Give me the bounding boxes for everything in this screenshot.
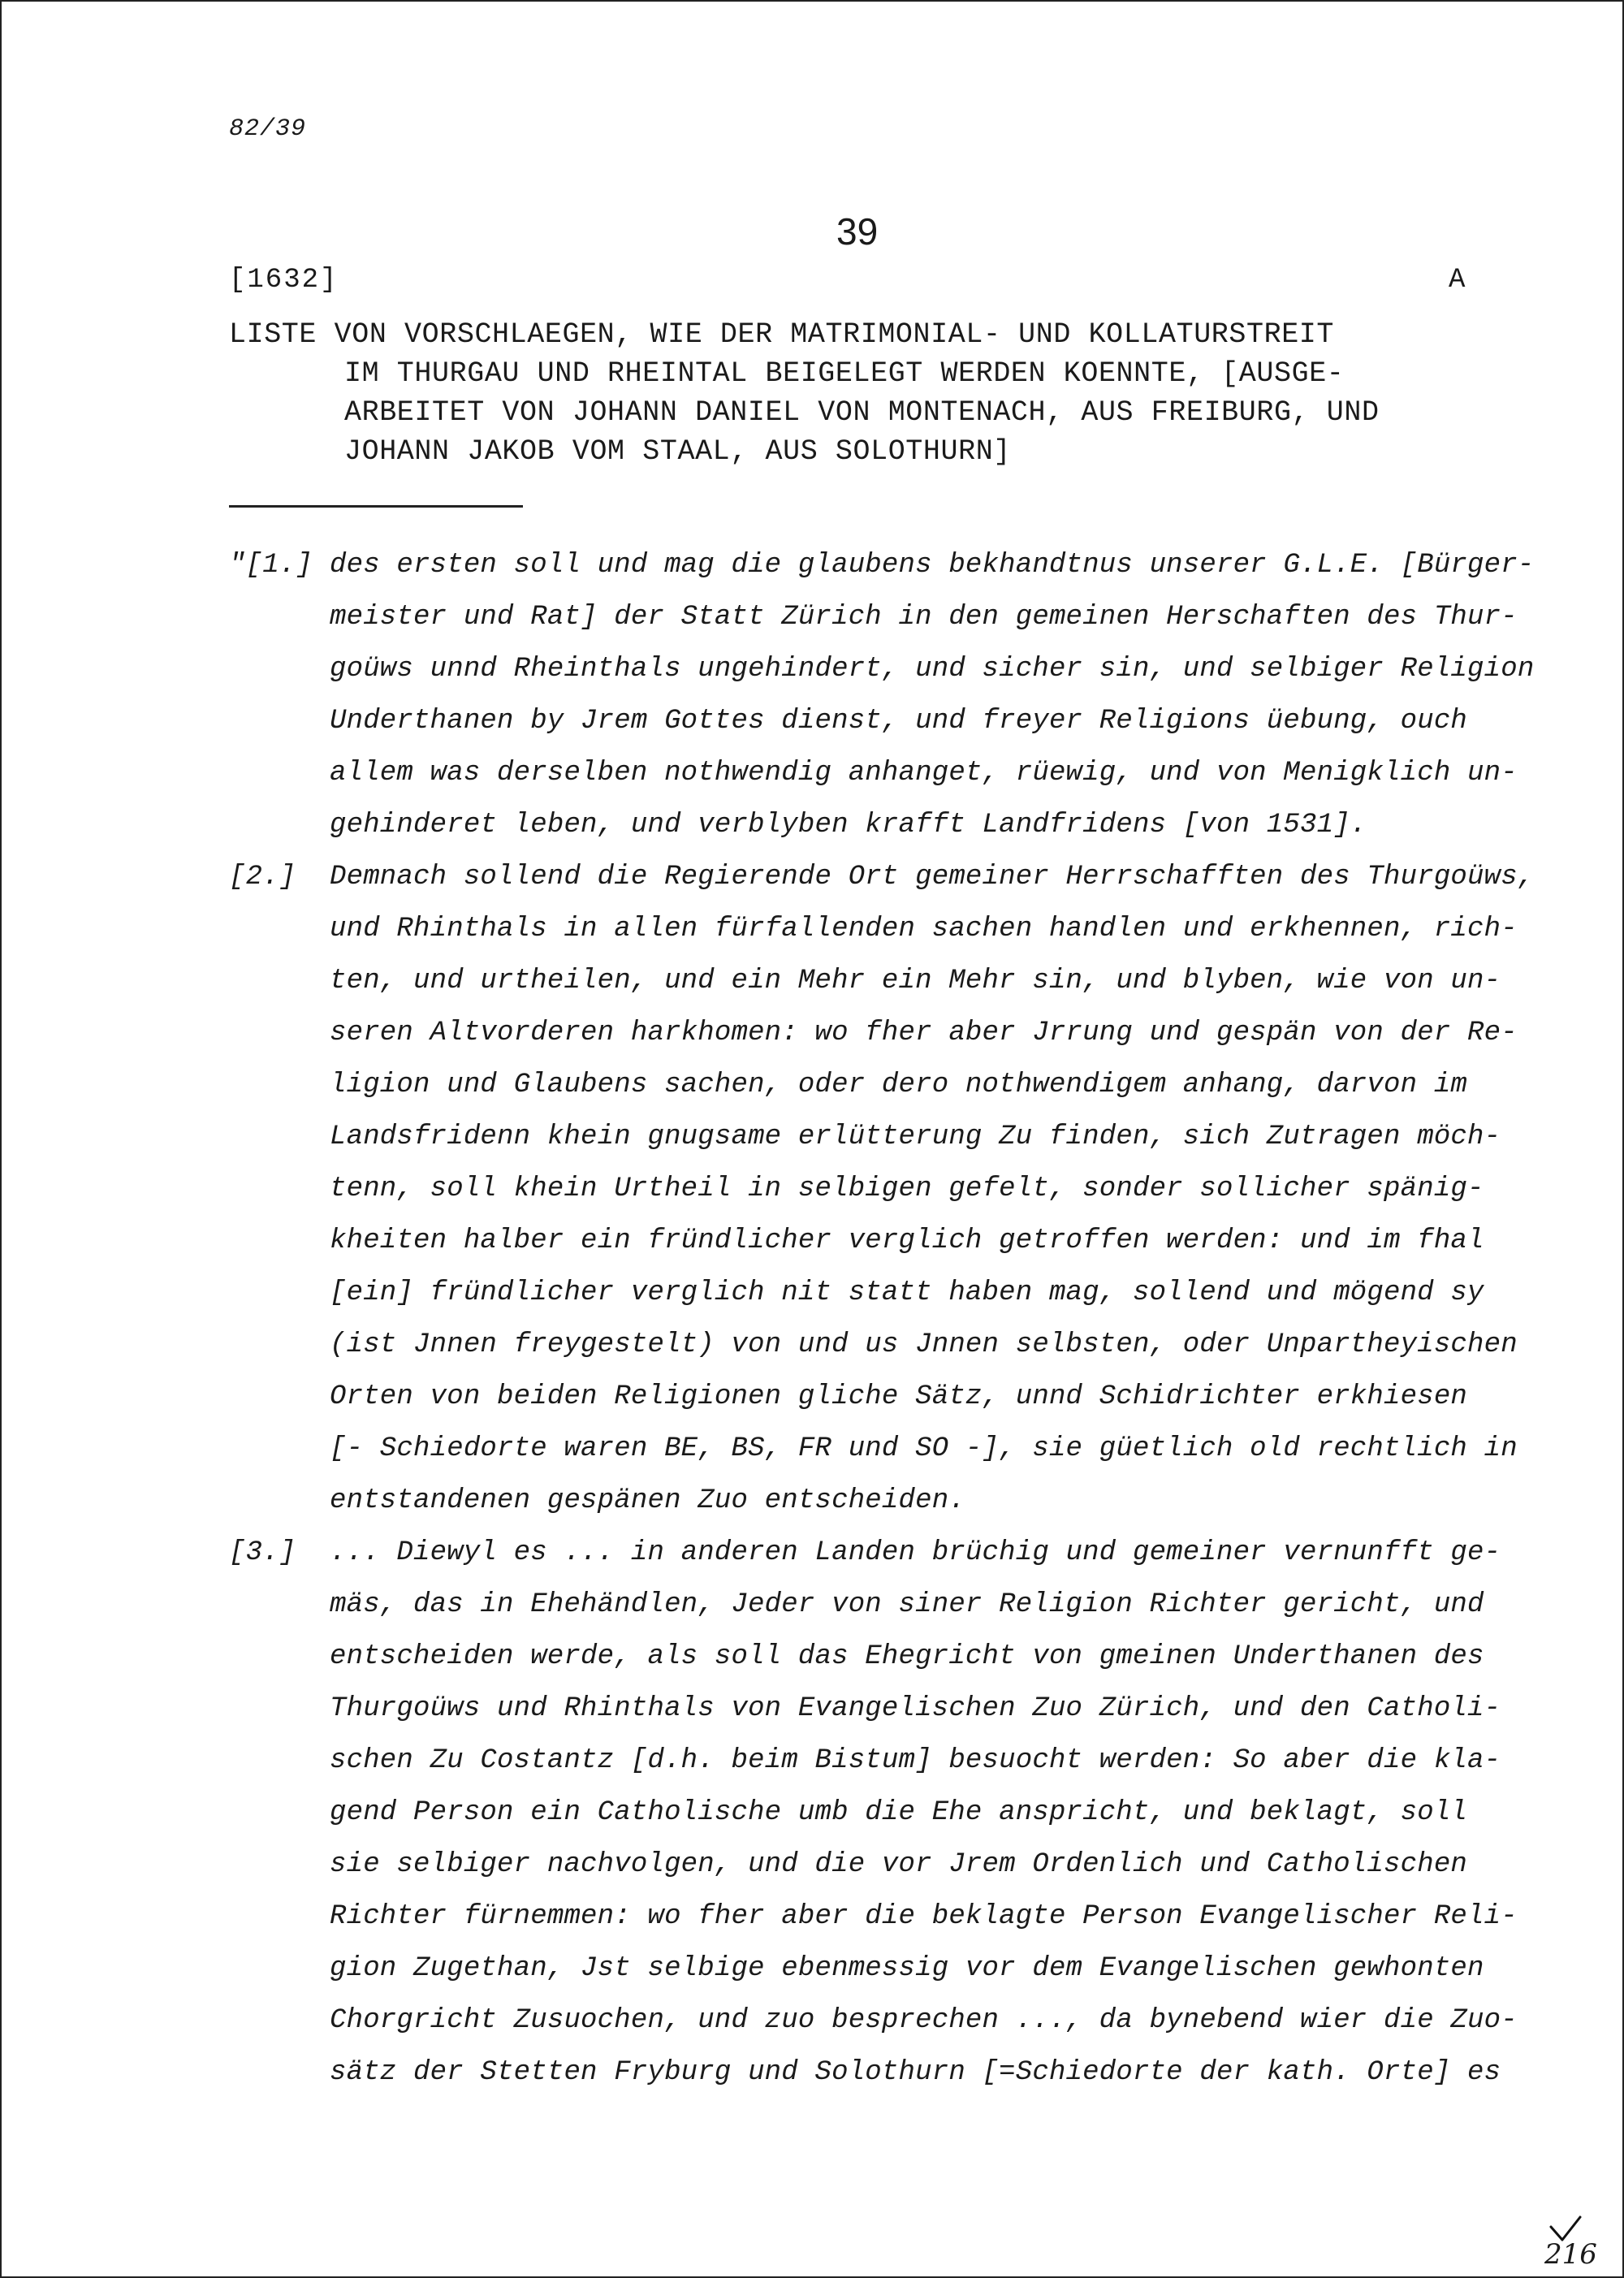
archive-reference: 82/39 [229, 115, 307, 143]
document-number: 39 [836, 210, 879, 253]
text-line: Chorgricht Zusuochen, und zuo besprechen ..., da bynebend wier die Zuo- [330, 2005, 1518, 2036]
text-line: [ein] fründlicher verglich nit statt haben mag, sollend und mögend sy [330, 1277, 1484, 1308]
paragraph-number: [3.] [229, 1537, 296, 1568]
paragraph-1 [229, 539, 1535, 851]
text-line: Demnach sollend die Regierende Ort gemeiner Herrschafften des Thurgoüws, [330, 862, 1535, 893]
title-line: LISTE VON VORSCHLAEGEN, WIE DER MATRIMONIAL- UND KOLLATURSTREIT [229, 318, 1335, 351]
text-line: entscheiden werde, als soll das Ehegricht von gmeinen Underthanen des [330, 1641, 1484, 1672]
text-line: gion Zugethan, Jst selbige ebenmessig vor dem Evangelischen gewhonten [330, 1953, 1484, 1984]
text-line: und Rhinthals in allen fürfallenden sachen handlen und erkhennen, rich- [330, 914, 1518, 944]
text-line: sätz der Stetten Fryburg und Solothurn [=Schiedorte der kath. Orte] es [330, 2057, 1501, 2088]
text-line: ligion und Glaubens sachen, oder dero nothwendigem anhang, darvon im [330, 1070, 1468, 1100]
document-date: [1632] [229, 265, 339, 296]
text-line: schen Zu Costantz [d.h. beim Bistum] besuocht werden: So aber die kla- [330, 1745, 1501, 1776]
title-line: IM THURGAU UND RHEINTAL BEIGELEGT WERDEN KOENNTE, [AUSGE- [344, 357, 1345, 390]
text-line: gend Person ein Catholische umb die Ehe anspricht, und beklagt, soll [330, 1797, 1468, 1828]
text-line: [- Schiedorte waren BE, BS, FR und SO -], sie güetlich old rechtlich in [330, 1433, 1518, 1464]
document-body [229, 539, 1535, 2099]
text-line: des ersten soll und mag die glaubens bekhandtnus unserer G.L.E. [Bürger- [330, 550, 1535, 581]
text-line: Landsfridenn khein gnugsame erlütterung Zu finden, sich Zutragen möch- [330, 1122, 1501, 1152]
paragraph-2 [229, 851, 1535, 1527]
document-letter: A [1449, 265, 1466, 296]
title-line: JOHANN JAKOB VOM STAAL, AUS SOLOTHURN] [344, 435, 1011, 468]
paragraph-3 [229, 1527, 1518, 2099]
text-line: Underthanen by Jrem Gottes dienst, und freyer Religions üebung, ouch [330, 706, 1468, 737]
text-line: Thurgoüws und Rhinthals von Evangelischen Zuo Zürich, und den Catholi- [330, 1693, 1501, 1724]
text-line: ... Diewyl es ... in anderen Landen brüchig und gemeiner vernunfft ge- [330, 1537, 1501, 1568]
text-line: goüws unnd Rheinthals ungehindert, und sicher sin, und selbiger Religion [330, 654, 1535, 685]
foliation-number: 216 [1544, 2238, 1597, 2271]
title-divider [229, 505, 523, 508]
text-line: allem was derselben nothwendig anhanget, rüewig, und von Menigklich un- [330, 758, 1518, 789]
text-line: sie selbiger nachvolgen, und die vor Jrem Ordenlich und Catholischen [330, 1849, 1468, 1880]
text-line: tenn, soll khein Urtheil in selbigen gefelt, sonder sollicher spänig- [330, 1174, 1484, 1204]
text-line: Richter fürnemmen: wo fher aber die beklagte Person Evangelischer Reli- [330, 1901, 1518, 1932]
text-line: mäs, das in Ehehändlen, Jeder von siner Religion Richter gericht, und [330, 1589, 1484, 1620]
text-line: (ist Jnnen freygestelt) von und us Jnnen selbsten, oder Unpartheyischen [330, 1329, 1518, 1360]
text-line: ten, und urtheilen, und ein Mehr ein Mehr sin, und blyben, wie von un- [330, 966, 1501, 996]
text-line: Orten von beiden Religionen gliche Sätz, unnd Schidrichter erkhiesen [330, 1381, 1468, 1412]
title-line: ARBEITET VON JOHANN DANIEL VON MONTENACH, AUS FREIBURG, UND [344, 396, 1380, 429]
paragraph-number: "[1.] [229, 550, 313, 581]
text-line: kheiten halber ein fründlicher verglich getroffen werden: und im fhal [330, 1225, 1484, 1256]
document-title [229, 315, 1496, 471]
text-line: entstandenen gespänen Zuo entscheiden. [330, 1485, 965, 1516]
text-line: gehinderet leben, und verblyben krafft Landfridens [von 1531]. [330, 810, 1367, 841]
text-line: seren Altvorderen harkhomen: wo fher aber Jrrung und gespän von der Re- [330, 1018, 1518, 1048]
text-line: meister und Rat] der Statt Zürich in den gemeinen Herschaften des Thur- [330, 602, 1518, 633]
paragraph-number: [2.] [229, 862, 296, 893]
